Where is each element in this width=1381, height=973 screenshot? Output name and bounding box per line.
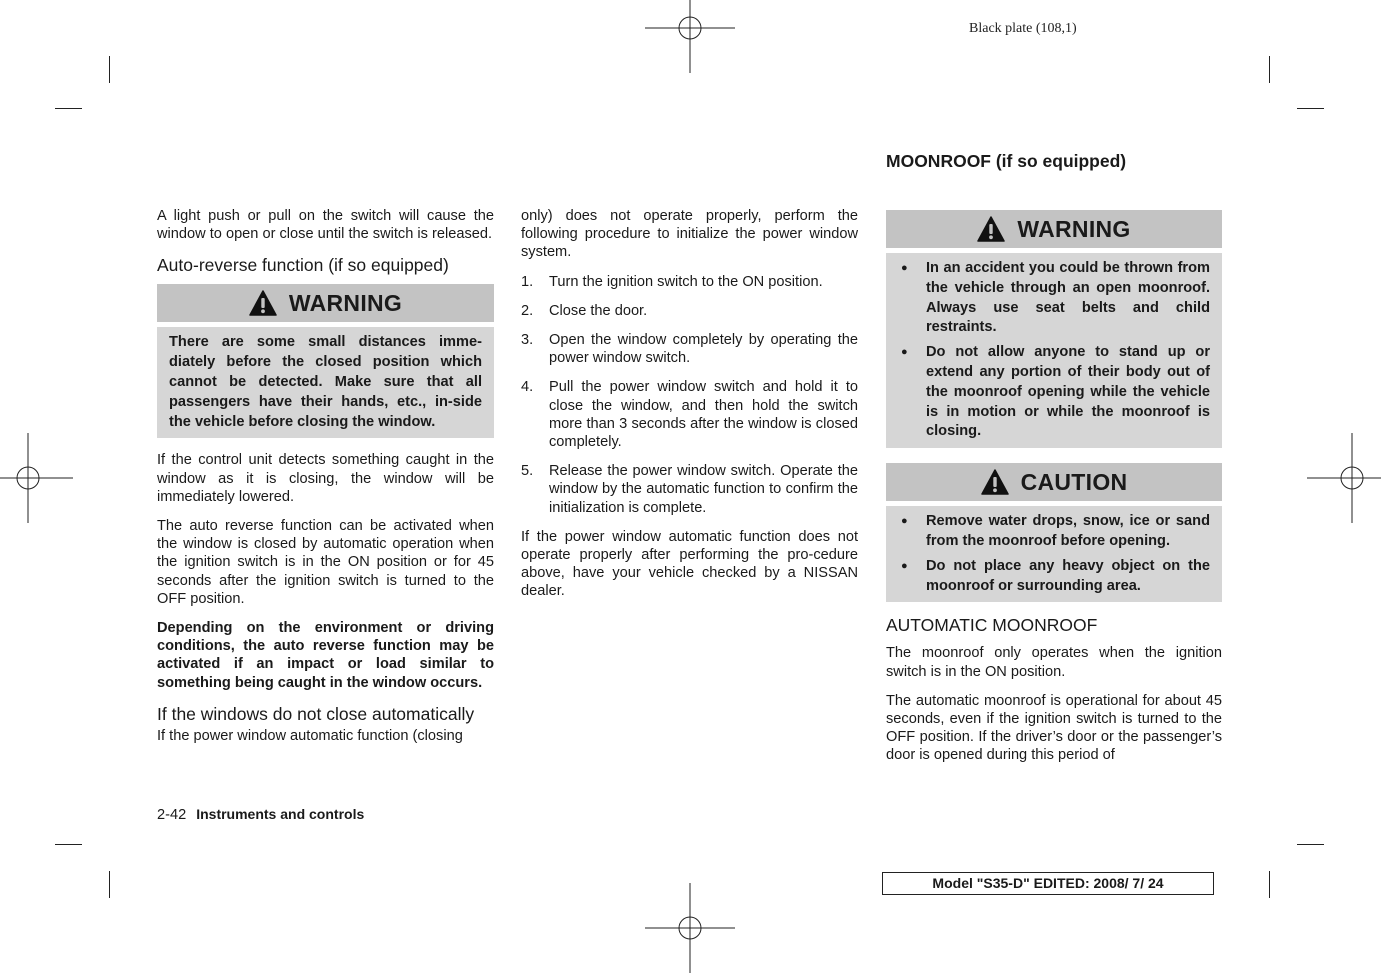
warning-box	[157, 284, 494, 438]
warning-triangle-icon	[981, 469, 1009, 495]
page-footer	[157, 806, 364, 823]
list-item: ● Do not allow anyone to stand up or extend any portion of their body out of the moonroof opening while the vehicle is in motion or while the moonroof is closing.	[898, 343, 1210, 442]
warning-box	[886, 210, 1222, 448]
registration-mark-icon	[0, 433, 73, 523]
list-item: ● Remove water drops, snow, ice or sand from the moonroof before opening.	[898, 512, 1210, 552]
model-edited-box: Model "S35-D" EDITED: 2008/ 7/ 24	[882, 872, 1214, 895]
list-item: 5. Release the power window switch. Operate the window by the automatic function to confirm the initialization is complete.	[521, 463, 858, 516]
paragraph: The automatic moonroof is operational for about 45 seconds, even if the ignition switch is turned to the OFF position. If the driver’s door or the passenger’s door is opened during this period of	[886, 692, 1222, 764]
list-item: ● In an accident you could be thrown from the vehicle through an open moonroof. Always use seat belts and child restraints.	[898, 259, 1210, 338]
paragraph: If the power window automatic function (closing	[157, 727, 463, 744]
registration-mark-icon	[1307, 433, 1381, 523]
section-name: Instruments and controls	[196, 806, 365, 822]
list-item: ● Do not place any heavy object on the moonroof or surrounding area.	[898, 557, 1210, 597]
paragraph: If the power window automatic function does not operate properly after performing the pro-cedure above, have your vehicle checked by a NISSAN dealer.	[521, 528, 858, 600]
caution-text	[886, 506, 1222, 602]
list-item: 2. Close the door.	[521, 302, 648, 319]
column-2	[521, 207, 858, 612]
warning-triangle-icon	[977, 216, 1005, 242]
warning-header	[157, 284, 494, 322]
list-item: 4. Pull the power window switch and hold it to close the window, and then hold the switch more than 3 seconds after the window is closed completely.	[521, 379, 858, 451]
registration-mark-icon	[645, 883, 735, 973]
list-item: 3. Open the window completely by operating the power window switch.	[521, 332, 858, 367]
caution-header	[886, 463, 1222, 501]
paragraph: If the control unit detects something caught in the window as it is closing, the window will be immediately lowered.	[157, 452, 494, 505]
caution-title: CAUTION	[1020, 469, 1128, 496]
paragraph: The auto reverse function can be activated when the window is closed by automatic operation when the ignition switch is in the ON position or for 45 seconds after the ignition switch is turned to the OFF position.	[157, 518, 494, 607]
paragraph-bold: Depending on the environment or driving conditions, the auto reverse function may be activated if an impact or load similar to something being caught in the window occurs.	[157, 620, 494, 691]
page-number: 2-42	[157, 807, 187, 823]
plate-label: Black plate (108,1)	[969, 21, 1077, 36]
subheading-not-close: If the windows do not close automatically	[157, 703, 475, 724]
warning-text	[886, 253, 1222, 448]
steps-list	[521, 273, 858, 517]
paragraph: A light push or pull on the switch will cause the window to open or close until the switch is released.	[157, 208, 494, 243]
caution-box	[886, 463, 1222, 602]
column-1	[157, 207, 494, 756]
warning-title: WARNING	[288, 290, 403, 317]
subheading-auto-reverse: Auto-reverse function (if so equipped)	[157, 255, 449, 276]
list-item: 1. Turn the ignition switch to the ON position.	[521, 273, 823, 290]
section-heading: MOONROOF (if so equipped)	[886, 151, 1127, 171]
warning-triangle-icon	[249, 290, 277, 316]
paragraph: The moonroof only operates when the ignition switch is in the ON position.	[886, 645, 1222, 680]
warning-header	[886, 210, 1222, 248]
subheading-automatic-moonroof: AUTOMATIC MOONROOF	[886, 615, 1098, 636]
warning-title: WARNING	[1017, 215, 1131, 242]
column-3	[886, 210, 1222, 776]
paragraph: only) does not operate properly, perform the following procedure to initialize the power window system.	[521, 208, 858, 261]
warning-text: There are some small distances imme-diately before the closed position which cannot be detected. Make sure that all passengers have their hands, etc., in-side the vehicle before closing the window.	[169, 334, 482, 430]
registration-mark-icon	[645, 0, 735, 73]
